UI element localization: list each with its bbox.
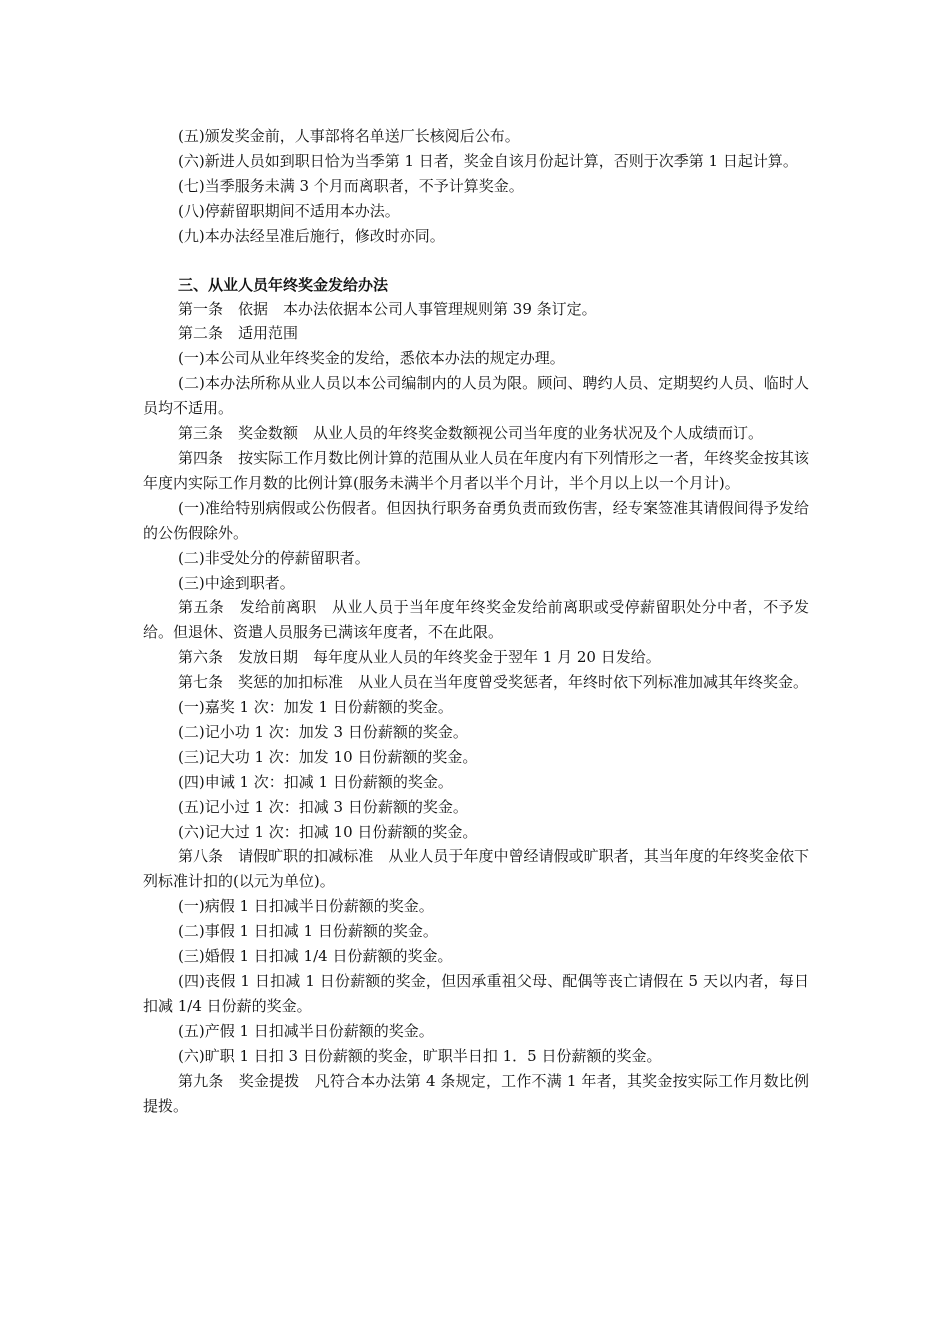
article-paragraph: 第五条 发给前离职 从业人员于当年度年终奖金发给前离职或受停薪留职处分中者，不予发给。但退休、资遣人员服务已满该年度者，不在此限。 [143,598,809,642]
list-item: (二)非受处分的停薪留职者。 [178,548,370,567]
article-paragraph: 第七条 奖惩的加扣标准 从业人员在当年度曾受奖惩者，年终时依下列标准加减其年终奖金。 [178,673,809,692]
paragraph: (七)当季服务未满 3 个月而离职者，不予计算奖金。 [178,176,524,195]
list-item: (三)婚假 1 日扣减 1/4 日份薪额的奖金。 [178,947,453,966]
list-item: (五)记小过 1 次：扣减 3 日份薪额的奖金。 [178,797,468,816]
list-item: (二)事假 1 日扣减 1 日份薪额的奖金。 [178,922,438,941]
article-paragraph: 第九条 奖金提拨 凡符合本办法第 4 条规定，工作不满 1 年者，其奖金按实际工作月数比例提拨。 [143,1071,809,1115]
article-paragraph: 第二条 适用范围 [178,324,299,343]
list-item: (五)产假 1 日扣减半日份薪额的奖金。 [178,1021,434,1040]
list-item: (六)旷职 1 日扣 3 日份薪额的奖金，旷职半日扣 1．5 日份薪额的奖金。 [178,1046,662,1065]
paragraph: (八)停薪留职期间不适用本办法。 [178,201,400,220]
article-paragraph: 第四条 按实际工作月数比例计算的范围从业人员在年度内有下列情形之一者，年终奖金按其该年度内实际工作月数的比例计算(服务未满半个月者以半个月计，半个月以上以一个月计)。 [143,448,809,492]
article-paragraph: 第一条 依据 本办法依据本公司人事管理规则第 39 条订定。 [178,299,597,318]
paragraph: (六)新进人员如到职日恰为当季第 1 日者，奖金自该月份起计算，否则于次季第 1 日起计算。 [178,151,798,170]
article-paragraph: 第三条 奖金数额 从业人员的年终奖金数额视公司当年度的业务状况及个人成绩而订。 [178,424,764,443]
list-item: (一)准给特别病假或公伤假者。但因执行职务奋勇负责而致伤害，经专案签准其请假间得予发给的公伤假除外。 [143,498,809,542]
list-item: (四)申诫 1 次：扣减 1 日份薪额的奖金。 [178,772,453,791]
list-item: (二)记小功 1 次：加发 3 日份薪额的奖金。 [178,722,468,741]
section-heading: 三、从业人员年终奖金发给办法 [178,275,389,294]
list-item: (三)记大功 1 次：加发 10 日份薪额的奖金。 [178,747,478,766]
list-item: (一)病假 1 日扣减半日份薪额的奖金。 [178,897,434,916]
article-paragraph: 第六条 发放日期 每年度从业人员的年终奖金于翌年 1 月 20 日发给。 [178,648,661,667]
list-item: (一)嘉奖 1 次：加发 1 日份薪额的奖金。 [178,698,453,717]
list-item: (一)本公司从业年终奖金的发给，悉依本办法的规定办理。 [178,349,565,368]
paragraph: (五)颁发奖金前，人事部将名单送厂长核阅后公布。 [178,127,520,145]
section-spacer [143,249,809,273]
list-item: (六)记大过 1 次：扣减 10 日份薪额的奖金。 [178,822,478,841]
list-item: (三)中途到职者。 [178,573,295,592]
document-page [143,124,809,1118]
list-item: (二)本办法所称从业人员以本公司编制内的人员为限。顾问、聘约人员、定期契约人员、临时人员均不适用。 [143,374,809,418]
paragraph: (九)本办法经呈准后施行，修改时亦同。 [178,226,445,245]
article-paragraph: 第八条 请假旷职的扣减标准 从业人员于年度中曾经请假或旷职者，其当年度的年终奖金依下列标准计扣的(以元为单位)。 [143,847,809,891]
list-item: (四)丧假 1 日扣减 1 日份薪额的奖金，但因承重祖父母、配偶等丧亡请假在 5 天以内者，每日扣减 1/4 日份薪的奖金。 [143,972,809,1015]
